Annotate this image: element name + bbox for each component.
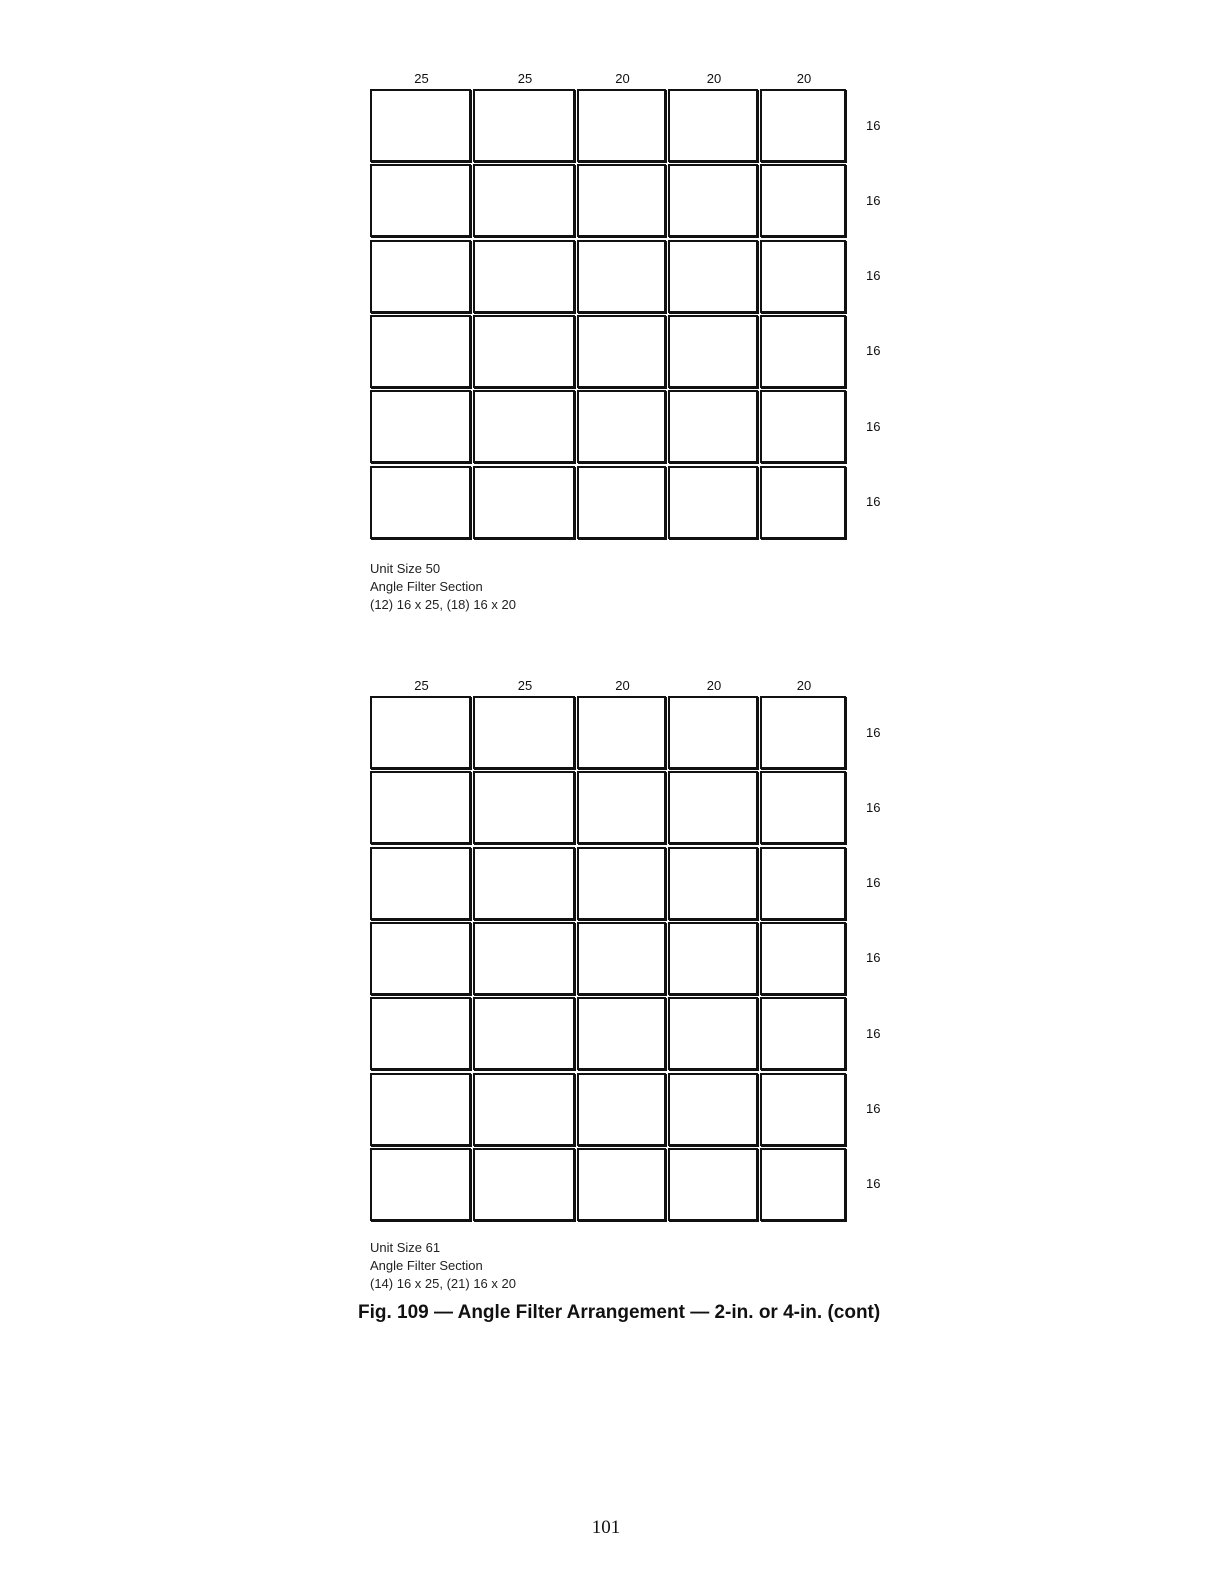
filter-cell bbox=[577, 315, 666, 388]
filter-cell bbox=[668, 240, 758, 313]
column-width-label: 25 bbox=[517, 71, 533, 86]
column-width-label: 20 bbox=[615, 71, 630, 86]
filter-cell bbox=[370, 922, 471, 995]
filter-cell bbox=[760, 315, 846, 388]
filter-cell bbox=[473, 696, 575, 769]
filter-cell bbox=[370, 997, 471, 1070]
filter-cell bbox=[577, 922, 666, 995]
caption-section: Angle Filter Section bbox=[370, 579, 483, 594]
row-height-label: 16 bbox=[866, 1176, 881, 1192]
row-height-label: 16 bbox=[866, 494, 881, 509]
column-width-label: 20 bbox=[615, 678, 630, 693]
filter-cell bbox=[577, 1148, 666, 1221]
filter-cell bbox=[668, 164, 758, 237]
filter-cell bbox=[577, 89, 666, 162]
filter-cell bbox=[577, 771, 666, 844]
filter-cell bbox=[760, 997, 846, 1070]
column-width-label: 20 bbox=[706, 71, 722, 86]
page-number: 101 bbox=[591, 1517, 621, 1538]
filter-cell bbox=[577, 240, 666, 313]
filter-cell bbox=[370, 390, 471, 463]
filter-cell bbox=[370, 1148, 471, 1221]
figure-title: Fig. 109 — Angle Filter Arrangement — 2-in. or 4-in. (cont) bbox=[358, 1302, 881, 1323]
row-height-label: 16 bbox=[866, 875, 881, 891]
filter-cell bbox=[473, 164, 575, 237]
row-height-label: 16 bbox=[866, 1101, 881, 1116]
filter-cell bbox=[668, 390, 758, 463]
filter-cell bbox=[668, 315, 758, 388]
filter-cell bbox=[370, 240, 471, 313]
filter-cell bbox=[577, 1073, 666, 1146]
filter-cell bbox=[370, 315, 471, 388]
caption-unit-size: Unit Size 50 bbox=[370, 561, 441, 576]
filter-cell bbox=[473, 89, 575, 162]
filter-cell bbox=[760, 922, 846, 995]
filter-cell bbox=[473, 771, 575, 844]
filter-cell bbox=[370, 771, 471, 844]
filter-cell bbox=[370, 696, 471, 769]
filter-cell bbox=[668, 696, 758, 769]
filter-cell bbox=[577, 997, 666, 1070]
filter-cell bbox=[370, 89, 471, 162]
filter-cell bbox=[473, 315, 575, 388]
filter-cell bbox=[668, 1148, 758, 1221]
filter-cell bbox=[760, 164, 846, 237]
row-height-label: 16 bbox=[866, 799, 881, 815]
filter-cell bbox=[668, 1073, 758, 1146]
filter-cell bbox=[668, 466, 758, 539]
filter-cell bbox=[370, 847, 471, 920]
filter-cell bbox=[577, 390, 666, 463]
filter-cell bbox=[760, 696, 846, 769]
filter-cell bbox=[668, 997, 758, 1070]
row-height-label: 16 bbox=[866, 1025, 881, 1041]
filter-cell bbox=[577, 696, 666, 769]
filter-cell bbox=[760, 390, 846, 463]
filter-cell bbox=[668, 89, 758, 162]
filter-cell bbox=[473, 1073, 575, 1146]
filter-cell bbox=[473, 466, 575, 539]
row-height-label: 16 bbox=[866, 343, 881, 359]
column-width-label: 25 bbox=[414, 71, 429, 86]
column-width-label: 20 bbox=[796, 71, 812, 86]
filter-cell bbox=[370, 466, 471, 539]
filter-cell bbox=[760, 771, 846, 844]
filter-cell bbox=[668, 847, 758, 920]
filter-cell bbox=[577, 164, 666, 237]
filter-cell bbox=[760, 847, 846, 920]
filter-cell bbox=[370, 1073, 471, 1146]
filter-cell bbox=[760, 466, 846, 539]
column-width-label: 25 bbox=[517, 678, 533, 693]
row-height-label: 16 bbox=[866, 192, 881, 208]
filter-cell bbox=[473, 847, 575, 920]
caption-unit-61 bbox=[370, 1239, 516, 1293]
row-height-label: 16 bbox=[866, 117, 881, 133]
filter-cell bbox=[668, 922, 758, 995]
filter-cell bbox=[577, 847, 666, 920]
row-height-label: 16 bbox=[866, 418, 881, 434]
filter-cell bbox=[370, 164, 471, 237]
column-width-label: 25 bbox=[414, 678, 429, 693]
caption-filters: (14) 16 x 25, (21) 16 x 20 bbox=[370, 1276, 516, 1291]
filter-cell bbox=[760, 1073, 846, 1146]
caption-unit-size: Unit Size 61 bbox=[370, 1240, 441, 1255]
row-height-label: 16 bbox=[866, 724, 881, 740]
filter-cell bbox=[473, 922, 575, 995]
caption-unit-50 bbox=[370, 560, 516, 614]
filter-cell bbox=[760, 89, 846, 162]
caption-section: Angle Filter Section bbox=[370, 1258, 483, 1273]
column-width-label: 20 bbox=[796, 678, 812, 693]
row-height-label: 16 bbox=[866, 268, 881, 284]
filter-cell bbox=[473, 390, 575, 463]
filter-cell bbox=[473, 997, 575, 1070]
row-height-label: 16 bbox=[866, 950, 881, 966]
filter-cell bbox=[668, 771, 758, 844]
filter-cell bbox=[473, 240, 575, 313]
filter-cell bbox=[760, 240, 846, 313]
caption-filters: (12) 16 x 25, (18) 16 x 20 bbox=[370, 597, 516, 612]
filter-cell bbox=[760, 1148, 846, 1221]
filter-cell bbox=[473, 1148, 575, 1221]
column-width-label: 20 bbox=[706, 678, 722, 693]
filter-cell bbox=[577, 466, 666, 539]
